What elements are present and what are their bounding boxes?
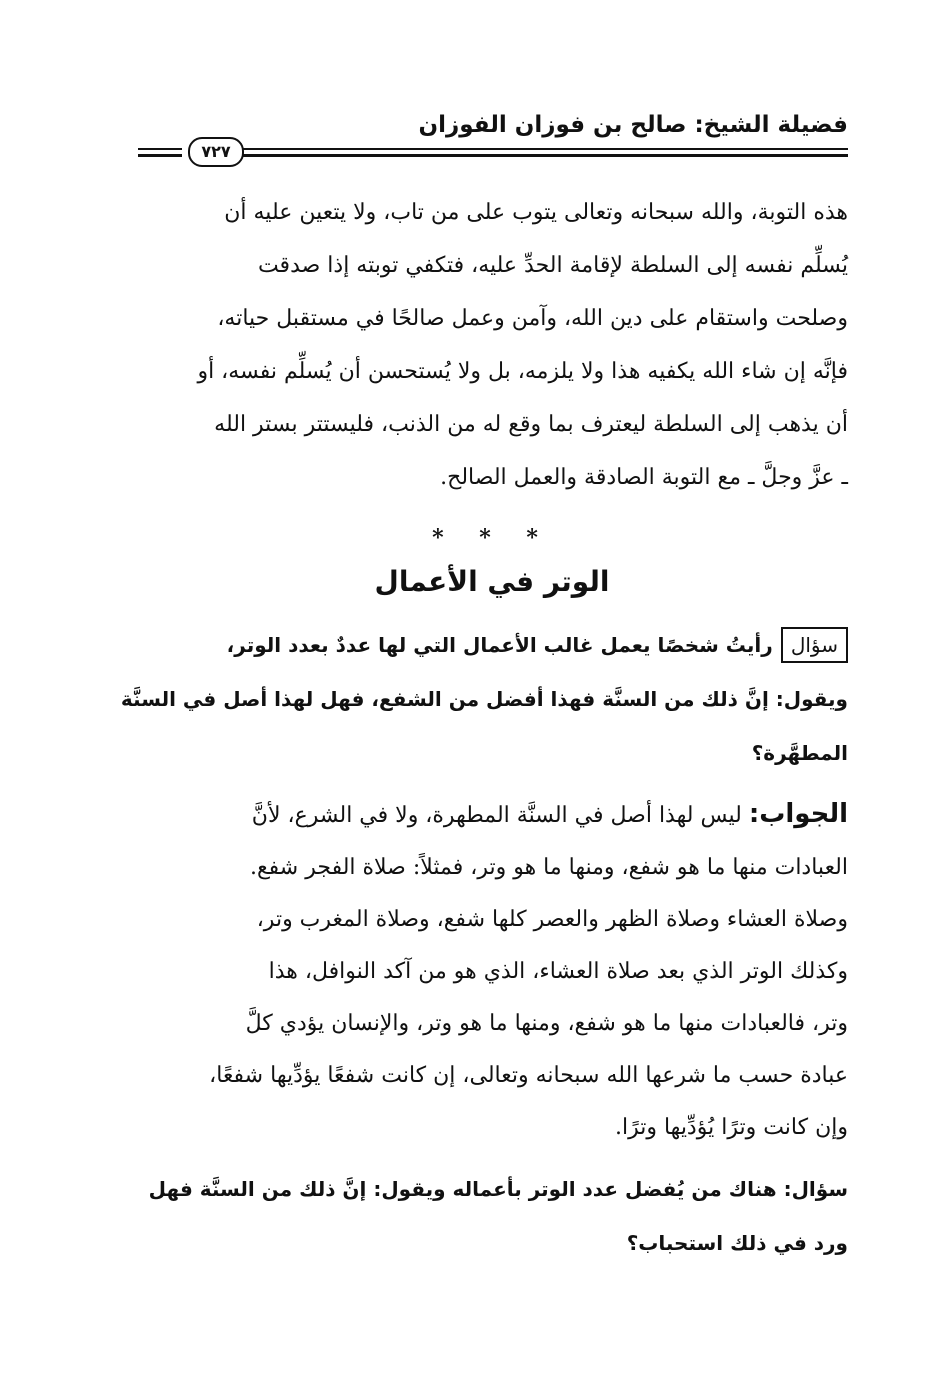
- intro-paragraph: [136, 186, 848, 504]
- page-header: [136, 108, 848, 168]
- question-line: [136, 618, 848, 672]
- answer-line: وصلاة العشاء وصلاة الظهر والعصر كلها شفع، وصلاة المغرب وتر،: [256, 907, 848, 932]
- question-text: رأيتُ شخصًا يعمل غالب الأعمال التي لها عددٌ بعدد الوتر،: [226, 633, 773, 657]
- header-rule-short: [138, 148, 182, 157]
- text-line: أن يذهب إلى السلطة ليعترف بما وقع له من الذنب، فليستتر بستر الله: [214, 412, 848, 437]
- text-line: يُسلِّم نفسه إلى السلطة لإقامة الحدِّ عليه، فتكفي توبته إذا صدقت: [257, 253, 848, 278]
- answer-label: الجواب:: [748, 799, 848, 829]
- question-line: ورد في ذلك استحباب؟: [626, 1231, 848, 1255]
- question-block: [120, 618, 848, 780]
- section-separator: * * *: [432, 525, 552, 551]
- answer-block: [136, 788, 848, 1154]
- question-line: المطهَّرة؟: [751, 741, 848, 765]
- text-line: هذه التوبة، والله سبحانه وتعالى يتوب على من تاب، ولا يتعين عليه أن: [224, 200, 848, 225]
- answer-line: وتر، فالعبادات منها ما هو شفع، ومنها ما هو وتر، والإنسان يؤدي كلَّ: [245, 1011, 848, 1036]
- section-title: الوتر في الأعمال: [374, 565, 610, 598]
- answer-line: وإن كانت وترًا يُؤدِّيها وترًا.: [614, 1115, 848, 1140]
- question-label: سؤال: [781, 627, 848, 663]
- question-line: ويقول: إنَّ ذلك من السنَّة فهذا أفضل من الشفع، فهل لهذا أصل في السنَّة: [120, 687, 848, 711]
- answer-line: العبادات منها ما هو شفع، ومنها ما هو وتر، فمثلاً: صلاة الفجر شفع.: [249, 855, 848, 880]
- answer-line: [136, 788, 848, 842]
- question-line: سؤال: هناك من يُفضل عدد الوتر بأعماله ويقول: إنَّ ذلك من السنَّة فهل: [148, 1177, 848, 1201]
- page-body: [120, 186, 848, 1270]
- header-rule-long: [240, 148, 848, 157]
- second-question-block: [136, 1162, 848, 1270]
- answer-line: عبادة حسب ما شرعها الله سبحانه وتعالى، إن كانت شفعًا يؤدِّيها شفعًا،: [209, 1063, 848, 1088]
- page-number: ٧٢٧: [188, 137, 244, 167]
- book-title: فضيلة الشيخ: صالح بن فوزان الفوزان: [418, 112, 848, 138]
- text-line: وصلحت واستقام على دين الله، وآمن وعمل صالحًا في مستقبل حياته،: [217, 306, 848, 331]
- answer-line: وكذلك الوتر الذي بعد صلاة العشاء، الذي هو من آكد النوافل، هذا: [268, 959, 848, 984]
- text-line: فإنَّه إن شاء الله يكفيه هذا ولا يلزمه، بل ولا يُستحسن أن يُسلِّم نفسه، أو: [197, 359, 848, 384]
- text-line: ـ عزَّ وجلَّ ـ مع التوبة الصادقة والعمل الصالح.: [440, 465, 848, 490]
- answer-text: ليس لهذا أصل في السنَّة المطهرة، ولا في الشرع، لأنَّ: [251, 803, 742, 828]
